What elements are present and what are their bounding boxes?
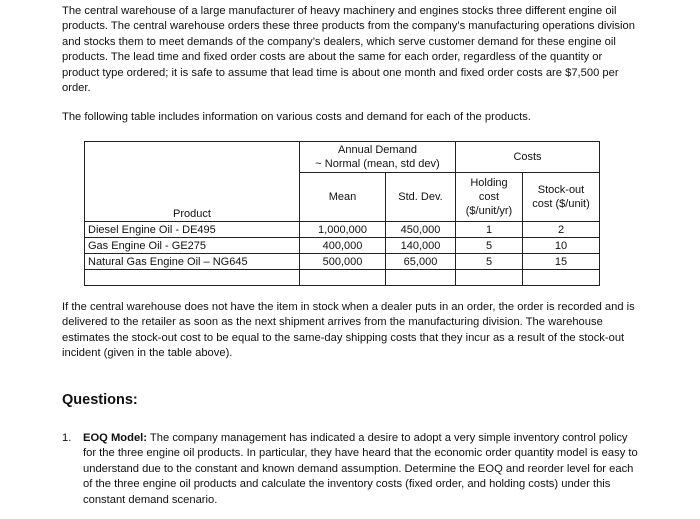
holding-cost-cell: 5 bbox=[456, 238, 523, 254]
table-intro-paragraph: The following table includes information on various costs and demand for each of the products. bbox=[62, 111, 531, 123]
table-row bbox=[85, 222, 600, 238]
holding-cost-header-line1: Holding bbox=[470, 177, 508, 189]
product-cell: Gas Engine Oil - GE275 bbox=[85, 238, 300, 254]
std-dev-cell: 450,000 bbox=[386, 222, 456, 238]
questions-heading: Questions: bbox=[62, 392, 138, 408]
question-item bbox=[62, 431, 640, 508]
mean-cell: 500,000 bbox=[300, 254, 386, 270]
stockout-cost-cell: 15 bbox=[523, 254, 600, 270]
annual-demand-header-line2: ~ Normal (mean, std dev) bbox=[315, 158, 440, 170]
holding-cost-header-line2: cost bbox=[478, 191, 500, 203]
costs-header: Costs bbox=[456, 142, 600, 173]
stockout-cost-cell: 10 bbox=[523, 238, 600, 254]
product-header-top-cell bbox=[85, 142, 300, 173]
stockout-cost-header-line1: Stock-out bbox=[537, 184, 585, 196]
table-row bbox=[85, 238, 600, 254]
holding-cost-header-line3: ($/unit/yr) bbox=[465, 205, 513, 217]
product-cell: Natural Gas Engine Oil – NG645 bbox=[85, 254, 300, 270]
costs-demand-table bbox=[84, 141, 600, 286]
stockout-cost-cell: 2 bbox=[523, 222, 600, 238]
std-dev-header: Std. Dev. bbox=[386, 173, 456, 222]
std-dev-cell: 140,000 bbox=[386, 238, 456, 254]
question-title: EOQ Model: bbox=[83, 432, 148, 444]
annual-demand-header bbox=[300, 142, 456, 173]
question-text: The company management has indicated a desire to adopt a very simple inventory control policy for the three engine oil products. In particular, they have heard that the economic order quantity model is easy to understand due to the constant and known demand assumption. Determine the EOQ and reorder level for each of the three engine oil products and calculate the inventory costs (fixed order, and holding costs) under this constant demand scenario. bbox=[83, 432, 638, 506]
question-number: 1. bbox=[62, 432, 72, 444]
holding-cost-header bbox=[456, 173, 523, 222]
stockout-cost-header bbox=[523, 173, 600, 222]
annual-demand-header-line1: Annual Demand bbox=[338, 144, 417, 156]
table-empty-row bbox=[85, 270, 600, 286]
holding-cost-cell: 5 bbox=[456, 254, 523, 270]
mean-cell: 1,000,000 bbox=[300, 222, 386, 238]
stockout-cost-header-line2: cost ($/unit) bbox=[532, 198, 590, 210]
std-dev-cell: 65,000 bbox=[386, 254, 456, 270]
product-cell: Diesel Engine Oil - DE495 bbox=[85, 222, 300, 238]
question-body bbox=[83, 431, 640, 508]
stockout-paragraph: If the central warehouse does not have the item in stock when a dealer puts in an order, the order is recorded and is delivered to the retailer as soon as the next shipment arrives from the manufacturing division. The warehouse estimates the stock-out cost to be equal to the same-day shipping costs that they incur as a result of the stock-out incident (given in the table above). bbox=[62, 301, 635, 360]
mean-header: Mean bbox=[300, 173, 386, 222]
table-row bbox=[85, 254, 600, 270]
product-header: Product bbox=[85, 173, 300, 222]
mean-cell: 400,000 bbox=[300, 238, 386, 254]
holding-cost-cell: 1 bbox=[456, 222, 523, 238]
intro-paragraph: The central warehouse of a large manufacturer of heavy machinery and engines stocks three different engine oil products. The central warehouse orders these three products from the company’s manufacturing operations division and stocks them to meet demands of the company’s dealers, which serve customer demand for these engine oil products. The lead time and fixed order costs are about the same for each order, regardless of the quantity or product type ordered; it is safe to assume that lead time is about one month and fixed order costs are $7,500 per order. bbox=[62, 5, 635, 95]
